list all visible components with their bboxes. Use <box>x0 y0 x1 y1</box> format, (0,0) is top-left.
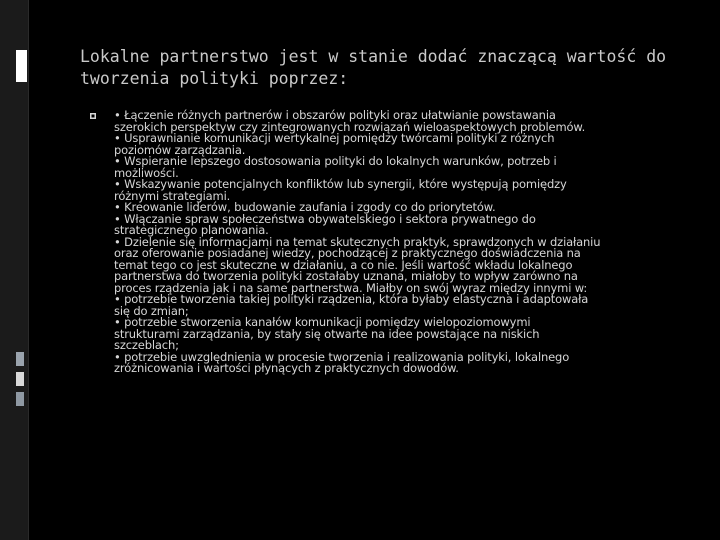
slide-title: Lokalne partnerstwo jest w stanie dodać znaczącą wartość do tworzenia polityki poprzez: <box>80 47 667 88</box>
body-paragraph: • Łączenie różnych partnerów i obszarów polityki oraz ułatwianie powstawania szerokich perspektyw czy zintegrowanych rozwiązań wieloaspektowych problemów. • Usprawnianie komunikacji wertykalnej pomiędzy twórcami polityki z różnych poziomów zarządzania. • Wspieranie lepszego dostosowania polityki do lokalnych warunków, potrzeb i możliwości. • Wskazywanie potencjalnych konfliktów lub synergii, które występują pomiędzy różnymi strategiami. • Kreowanie liderów, budowanie zaufania i zgody co do priorytetów. • Włączanie spraw społeczeństwa obywatelskiego i sektora prywatnego do strategicznego planowania. • Dzielenie się informacjami na temat skutecznych praktyk, sprawdzonych w działaniu oraz oferowanie posiadanej wiedzy, pochodzącej z praktycznego doświadczenia na temat tego co jest skuteczne w działaniu, a co nie. Jeśli wartość wkładu lokalnego partnerstwa do tworzenia polityki zostałaby uznana, miałoby to wpływ zarówno na proces rządzenia jak i na same partnerstwa. Miałby on swój wyraz między innymi w: • potrzebie tworzenia takiej polityki rządzenia, która byłaby elastyczna i adaptowała się do zmian; • potrzebie stworzenia kanałów komunikacji pomiędzy wielopoziomowymi strukturami zarządzania, by stały się otwarte na idee powstające na niskich szczeblach; • potrzebie uwzględnienia w procesie tworzenia i realizowania polityki, lokalnego zróżnicowania i wartości płynących z praktycznych dowodów. <box>114 108 601 375</box>
decorative-block-gray-3 <box>16 392 24 406</box>
decorative-block-gray-1 <box>16 352 24 366</box>
sidebar-edge-divider <box>28 0 29 540</box>
decorative-block-white <box>16 50 27 82</box>
decorative-block-gray-2 <box>16 372 24 386</box>
square-bullet-icon <box>89 112 98 121</box>
